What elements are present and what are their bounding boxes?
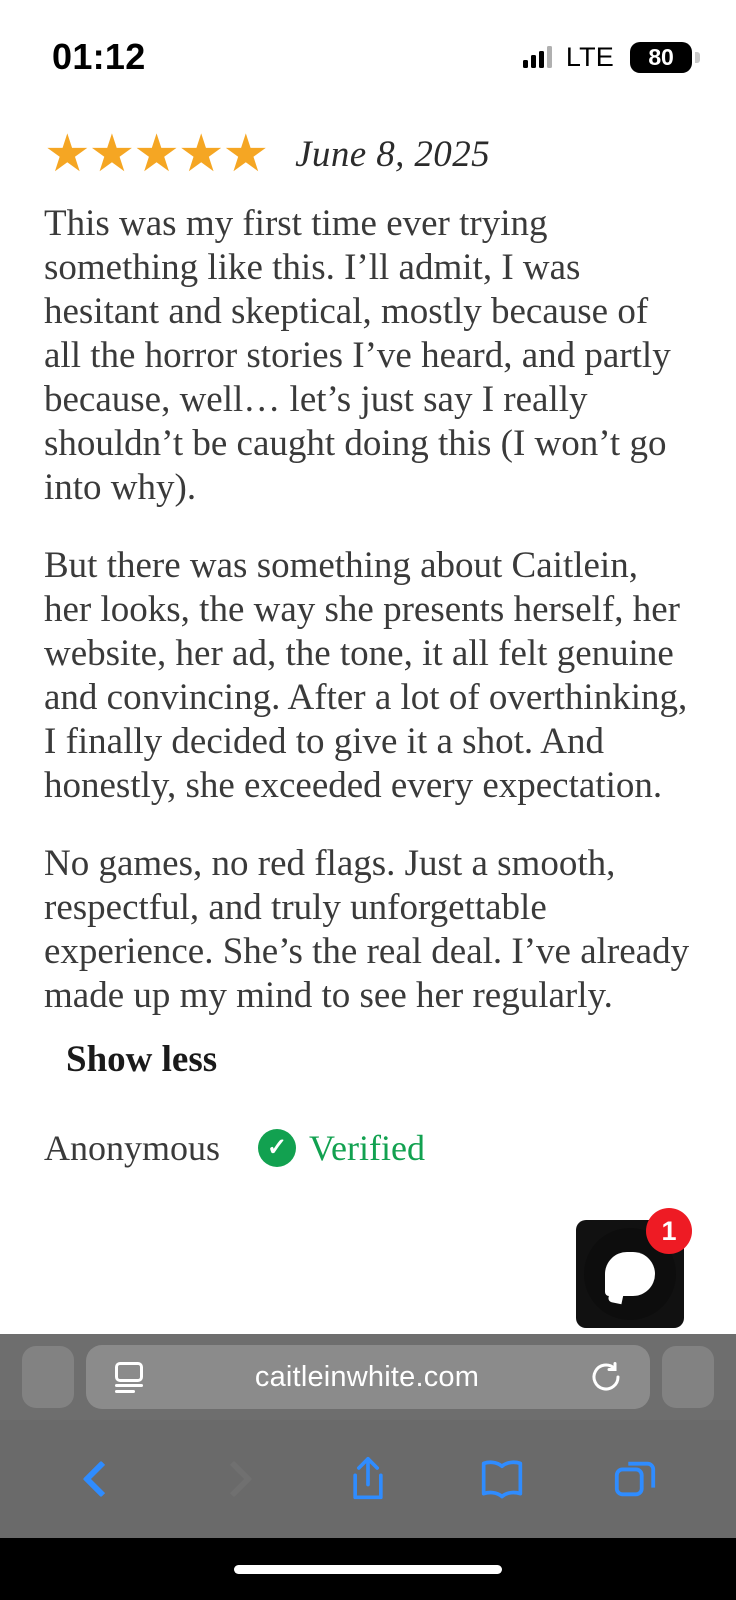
aa-page-settings-icon[interactable] [112,1362,146,1392]
status-time: 01:12 [52,36,146,77]
home-indicator[interactable] [234,1565,502,1574]
battery-level-label: 80 [648,43,674,70]
cellular-signal-icon [523,46,552,68]
review-card [0,100,736,1334]
share-icon[interactable] [336,1447,400,1511]
verified-check-icon: ✓ [258,1129,296,1167]
review-paragraph: This was my first time ever trying something like this. I’ll admit, I was hesitant and skeptical, mostly because of all the horror stories I’ve heard, and partly because, well… let’s just say I really shouldn’t be caught doing this (I won’t go into why). [44,203,671,509]
home-indicator-area [0,1538,736,1600]
review-body [44,202,692,1018]
review-date: June 8, 2025 [295,133,490,175]
tabs-icon[interactable] [603,1447,667,1511]
show-less-button[interactable]: Show less [66,1039,218,1081]
browser-address-bar [0,1334,736,1420]
status-bar [0,0,736,100]
forward-chevron-icon[interactable] [202,1447,266,1511]
review-author: Anonymous [44,1128,221,1169]
status-indicators [523,28,692,73]
review-paragraph: No games, no red flags. Just a smooth, respectful, and truly unforgettable experience. She’s the real deal. I’ve already made up my mind to see her regularly. [44,843,690,1017]
battery-icon [630,42,692,73]
review-paragraph: But there was something about Caitlein, her looks, the way she presents herself, her website, her ad, the tone, it all felt genuine and convincing. After a lot of overthinking, I finally decided to give it a shot. And honestly, she exceeded every expectation. [44,545,688,807]
browser-toolbar [0,1420,736,1538]
back-chevron-icon[interactable] [69,1447,133,1511]
review-header [44,125,692,183]
chat-unread-badge: 1 [646,1208,692,1254]
star-rating-icon: ★★★★★ [44,125,268,183]
reload-icon[interactable] [588,1359,624,1395]
next-tab-edge[interactable] [662,1346,714,1408]
verified-label: Verified [309,1128,425,1169]
book-bookmarks-icon[interactable] [470,1447,534,1511]
url-field[interactable] [86,1345,650,1409]
url-text: caitleinwhite.com [254,1360,480,1393]
network-type-label: LTE [565,41,614,72]
verified-status [258,1127,425,1169]
review-footer [44,1127,692,1169]
chat-widget-button[interactable] [576,1215,684,1328]
previous-tab-edge[interactable] [22,1346,74,1408]
